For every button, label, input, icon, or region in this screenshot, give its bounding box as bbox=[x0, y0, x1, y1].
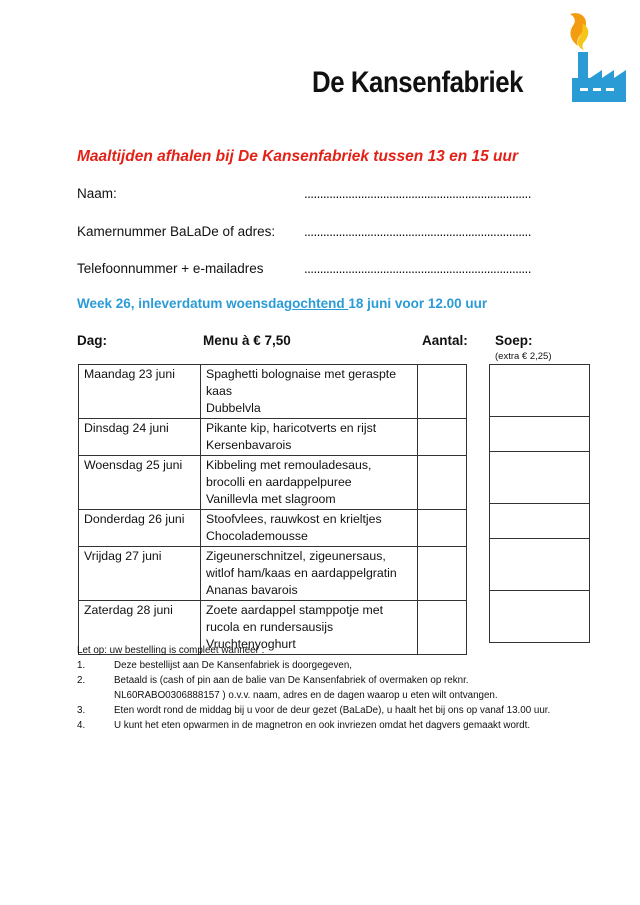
col-menu: Menu à € 7,50 bbox=[203, 333, 291, 348]
soup-row bbox=[490, 504, 590, 539]
week-deadline bbox=[77, 296, 487, 311]
amount-input-cell[interactable] bbox=[418, 510, 467, 547]
soup-table bbox=[489, 364, 590, 643]
table-row bbox=[79, 365, 467, 419]
contact-label: Telefoonnummer + e-mailadres bbox=[77, 261, 264, 276]
soup-input-cell[interactable] bbox=[490, 365, 590, 417]
meal-line: brocolli en aardappelpuree bbox=[206, 475, 352, 489]
meal-line: Ananas bavarois bbox=[206, 583, 298, 597]
name-dots[interactable]: ........................................................................ bbox=[304, 186, 531, 201]
soup-input-cell[interactable] bbox=[490, 417, 590, 452]
amount-input-cell[interactable] bbox=[418, 456, 467, 510]
soup-input-cell[interactable] bbox=[490, 504, 590, 539]
soup-row bbox=[490, 417, 590, 452]
soup-row bbox=[490, 365, 590, 417]
soup-row bbox=[490, 591, 590, 643]
day-cell: Vrijdag 27 juni bbox=[79, 547, 201, 601]
soup-input-cell[interactable] bbox=[490, 591, 590, 643]
factory-flame-icon bbox=[560, 8, 632, 104]
soup-row bbox=[490, 452, 590, 504]
note-text: Eten wordt rond de middag bij u voor de deur gezet (BaLaDe), u haalt het bij ons op vanaf 13.00 uur. bbox=[114, 705, 551, 716]
name-label: Naam: bbox=[77, 186, 117, 201]
note-item bbox=[77, 703, 557, 718]
meal-line: Pikante kip, haricotverts en rijst bbox=[206, 421, 377, 435]
meal-line: witlof ham/kaas en aardappelgratin bbox=[206, 566, 397, 580]
note-text: Betaald is (cash of pin aan de balie van De Kansenfabriek of overmaken op reknr. NL60RABO0306888157 ) o.v.v. naam, adres en de dagen waarop u eten wilt ontvangen. bbox=[114, 675, 498, 701]
col-soup: Soep: bbox=[495, 333, 533, 348]
amount-input-cell[interactable] bbox=[418, 547, 467, 601]
notes-intro: Let op: uw bestelling is compleet wanneer : bbox=[77, 645, 265, 656]
week-part-1: Week 26, inleverdatum woensdag bbox=[77, 296, 293, 311]
note-text: Deze bestellijst aan De Kansenfabriek is doorgegeven, bbox=[114, 660, 352, 671]
soup-row bbox=[490, 539, 590, 591]
day-cell: Dinsdag 24 juni bbox=[79, 419, 201, 456]
day-cell: Maandag 23 juni bbox=[79, 365, 201, 419]
note-text: U kunt het eten opwarmen in de magnetron en ook invriezen omdat het dagvers gemaakt wordt. bbox=[114, 720, 531, 731]
meal-cell bbox=[201, 365, 418, 419]
soup-input-cell[interactable] bbox=[490, 539, 590, 591]
meal-cell bbox=[201, 510, 418, 547]
week-part-2: ochtend bbox=[292, 296, 349, 311]
meal-line: Vanillevla met slagroom bbox=[206, 492, 336, 506]
meal-line: Stoofvlees, rauwkost en krieltjes bbox=[206, 512, 382, 526]
col-day: Dag: bbox=[77, 333, 107, 348]
note-item bbox=[77, 658, 557, 673]
day-cell: Zaterdag 28 juni bbox=[79, 601, 201, 655]
day-cell: Donderdag 26 juni bbox=[79, 510, 201, 547]
week-part-3: 18 juni voor 12.00 uur bbox=[348, 296, 488, 311]
note-item bbox=[77, 718, 557, 733]
meal-cell bbox=[201, 456, 418, 510]
meal-cell bbox=[201, 419, 418, 456]
table-row bbox=[79, 456, 467, 510]
note-number: 1. bbox=[77, 660, 86, 671]
table-row bbox=[79, 419, 467, 456]
table-row bbox=[79, 510, 467, 547]
soup-price-note: (extra € 2,25) bbox=[495, 351, 552, 362]
meal-line: Chocolademousse bbox=[206, 529, 308, 543]
note-number: 4. bbox=[77, 720, 86, 731]
menu-table bbox=[78, 364, 467, 655]
meal-line: kaas bbox=[206, 384, 232, 398]
meal-line: rucola en rundersausijs bbox=[206, 620, 334, 634]
meal-line: Zigeunerschnitzel, zigeunersaus, bbox=[206, 549, 386, 563]
contact-dots[interactable]: ........................................................................ bbox=[304, 261, 531, 276]
day-cell: Woensdag 25 juni bbox=[79, 456, 201, 510]
amount-input-cell[interactable] bbox=[418, 419, 467, 456]
table-row bbox=[79, 547, 467, 601]
meal-line: Kibbeling met remouladesaus, bbox=[206, 458, 372, 472]
meal-line: Zoete aardappel stamppotje met bbox=[206, 603, 384, 617]
order-notes bbox=[77, 643, 557, 733]
page-title: Maaltijden afhalen bij De Kansenfabriek tussen 13 en 15 uur bbox=[77, 148, 519, 165]
note-number: 3. bbox=[77, 705, 86, 716]
soup-input-cell[interactable] bbox=[490, 452, 590, 504]
col-amount: Aantal: bbox=[422, 333, 468, 348]
meal-line: Kersenbavarois bbox=[206, 438, 292, 452]
note-number: 2. bbox=[77, 675, 86, 686]
meal-line: Vruchtenyoghurt bbox=[206, 637, 296, 651]
note-item bbox=[77, 673, 557, 703]
meal-cell bbox=[201, 547, 418, 601]
meal-line: Spaghetti bolognaise met geraspte bbox=[206, 367, 397, 381]
address-dots[interactable]: ........................................................................ bbox=[304, 224, 531, 239]
logo-text: De Kansenfabriek bbox=[312, 66, 524, 99]
amount-input-cell[interactable] bbox=[418, 365, 467, 419]
address-label: Kamernummer BaLaDe of adres: bbox=[77, 224, 276, 239]
meal-line: Dubbelvla bbox=[206, 401, 261, 415]
